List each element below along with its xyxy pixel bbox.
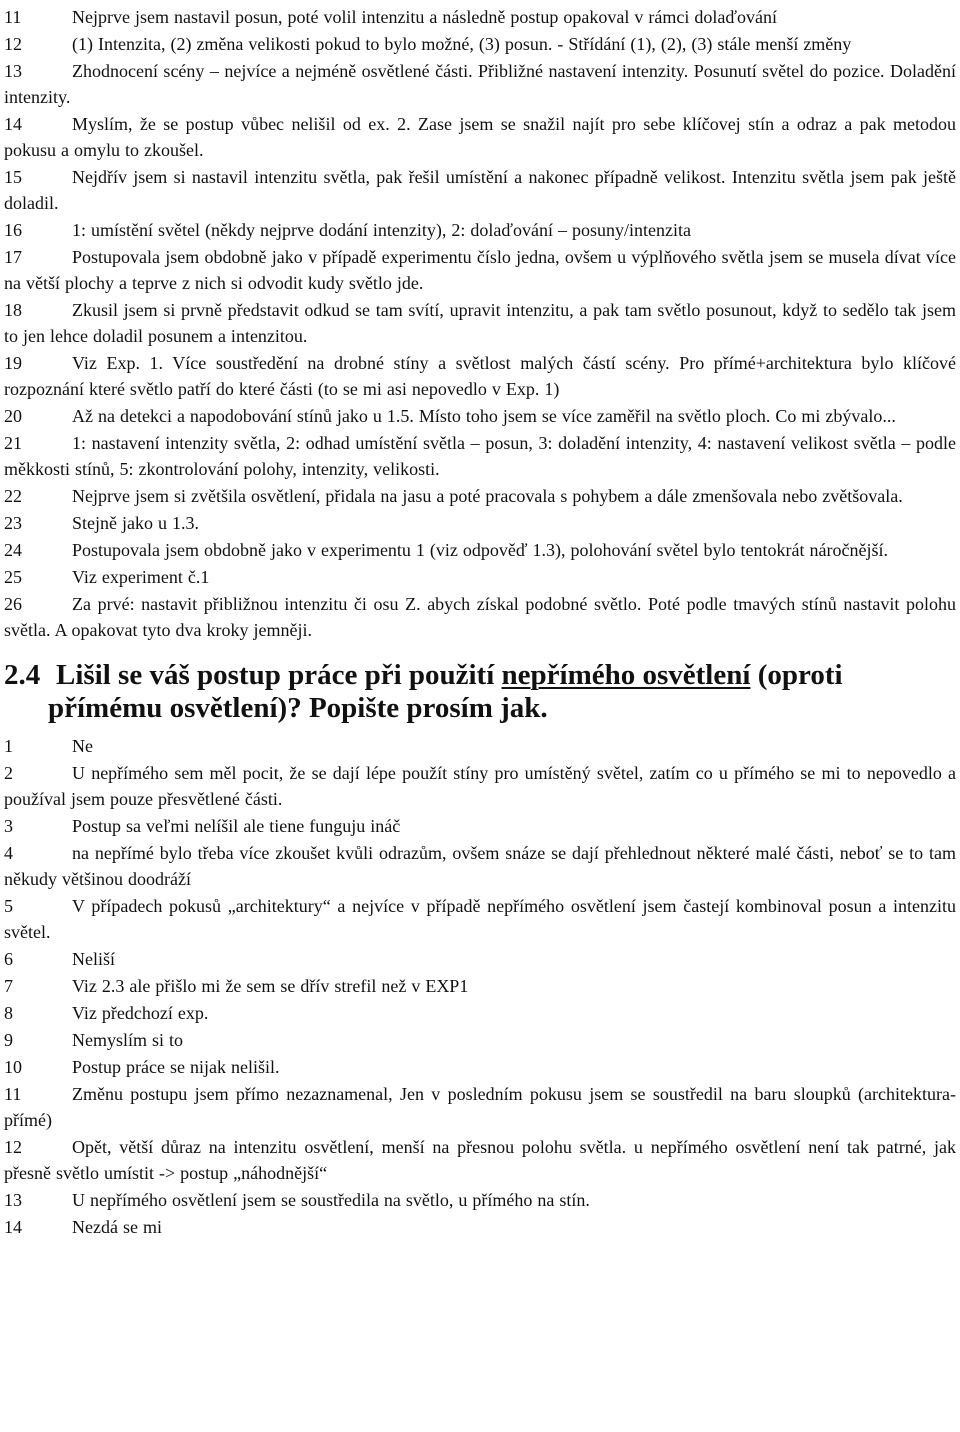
answer-item <box>4 403 956 429</box>
answer-number: 26 <box>4 594 22 614</box>
question-heading-2-4 <box>4 659 956 725</box>
answer-item <box>4 840 956 892</box>
answer-number: 8 <box>4 1003 13 1023</box>
answer-number: 18 <box>4 300 22 320</box>
answer-number: 25 <box>4 567 22 587</box>
answer-number: 11 <box>4 1084 22 1104</box>
answer-text: U nepřímého osvětlení jsem se soustředila na světlo, u přímého na stín. <box>72 1190 590 1210</box>
answer-text: Postupovala jsem obdobně jako v případě experimentu číslo jedna, ovšem u výplňového světla jsem se musela dívat více na větší plochy a teprve z nich si odvodit kudy světlo jde. <box>4 247 956 293</box>
answer-item <box>4 733 956 759</box>
answer-text: Postupovala jsem obdobně jako v experimentu 1 (viz odpověď 1.3), polohování světel bylo tentokrát náročnější. <box>72 540 888 560</box>
question-number: 2.4 <box>4 659 41 691</box>
answer-text: Stejně jako u 1.3. <box>72 513 199 533</box>
answer-text: Viz 2.3 ale přišlo mi že sem se dřív strefil než v EXP1 <box>72 976 469 996</box>
answer-text: Nemyslím si to <box>72 1030 184 1050</box>
answer-text: Neliší <box>72 949 115 969</box>
answer-text: Až na detekci a napodobování stínů jako u 1.5. Místo toho jsem se více zaměřil na světlo ploch. Co mi zbývalo... <box>72 406 896 426</box>
answer-text: Ne <box>72 736 93 756</box>
answer-text: Nejdřív jsem si nastavil intenzitu světla, pak řešil umístění a nakonec případně velikost. Intenzitu světla jsem pak ještě doladil. <box>4 167 956 213</box>
answer-text: Viz předchozí exp. <box>72 1003 209 1023</box>
answer-text: Opět, větší důraz na intenzitu osvětlení, menší na přesnou polohu světla. u nepřímého osvětlení není tak patrné, jak přesně světlo umístit -> postup „náhodnější“ <box>4 1137 956 1183</box>
answer-number: 24 <box>4 540 22 560</box>
answer-number: 5 <box>4 896 13 916</box>
answer-item <box>4 111 956 163</box>
answer-text: Zkusil jsem si prvně představit odkud se tam svítí, upravit intenzitu, a pak tam světlo posunout, když to sedělo tak jsem to jen lehce doladil posunem a intenzitou. <box>4 300 956 346</box>
question-text-end: (oproti přímému osvětlení)? Popište prosím jak. <box>48 659 843 724</box>
answer-item <box>4 244 956 296</box>
answer-text: Nejprve jsem nastavil posun, poté volil intenzitu a následně postup opakoval v rámci dolaďování <box>72 7 777 27</box>
answer-item <box>4 760 956 812</box>
answer-text: Viz Exp. 1. Více soustředění na drobné stíny a světlost malých částí scény. Pro přímé+architektura bylo klíčové rozpoznání které světlo patří do které části (to se mi asi nepovedlo v Exp. 1) <box>4 353 956 399</box>
answer-item <box>4 31 956 57</box>
answer-item <box>4 973 956 999</box>
answer-item <box>4 1214 956 1240</box>
answer-number: 10 <box>4 1057 22 1077</box>
answer-number: 13 <box>4 1190 22 1210</box>
answer-text: Nejprve jsem si zvětšila osvětlení, přidala na jasu a poté pracovala s pohybem a dále zmenšovala nebo zvětšovala. <box>72 486 903 506</box>
answer-number: 12 <box>4 34 22 54</box>
answer-number: 13 <box>4 61 22 81</box>
answer-number: 4 <box>4 843 13 863</box>
answer-number: 22 <box>4 486 22 506</box>
answer-text: Myslím, že se postup vůbec nelišil od ex. 2. Zase jsem se snažil najít pro sebe klíčovej stín a odraz a pak metodou pokusu a omylu to zkoušel. <box>4 114 956 160</box>
answer-text: na nepřímé bylo třeba více zkoušet kvůli odrazům, ovšem snáze se dají přehlednout některé malé části, neboť se to tam někudy většinou doodráží <box>4 843 956 889</box>
answer-item <box>4 946 956 972</box>
answer-number: 7 <box>4 976 13 996</box>
answer-text: Změnu postupu jsem přímo nezaznamenal, Jen v posledním pokusu jsem se soustředil na baru sloupků (architektura-přímé) <box>4 1084 956 1130</box>
answer-item <box>4 510 956 536</box>
answer-number: 20 <box>4 406 22 426</box>
question-text-underlined: nepřímého osvětlení <box>501 659 751 691</box>
answer-text: Zhodnocení scény – nejvíce a nejméně osvětlené části. Přibližné nastavení intenzity. Posunutí světel do pozice. Doladění intenzity. <box>4 61 956 107</box>
answer-number: 2 <box>4 763 13 783</box>
answer-item <box>4 58 956 110</box>
answer-item <box>4 564 956 590</box>
answer-item <box>4 1000 956 1026</box>
answer-text: U nepřímého sem měl pocit, že se dají lépe použít stíny pro umístěný světel, zatím co u přímého se mi to nepovedlo a používal jsem pouze přesvětlené části. <box>4 763 956 809</box>
answer-item <box>4 893 956 945</box>
answer-number: 23 <box>4 513 22 533</box>
answer-item <box>4 164 956 216</box>
answer-text: Postup práce se nijak nelišil. <box>72 1057 280 1077</box>
answer-item <box>4 591 956 643</box>
answers-section-2-3 <box>4 4 956 643</box>
answer-number: 14 <box>4 1217 22 1237</box>
answer-text: 1: umístění světel (někdy nejprve dodání intenzity), 2: dolaďování – posuny/intenzita <box>72 220 692 240</box>
answer-text: (1) Intenzita, (2) změna velikosti pokud to bylo možné, (3) posun. - Střídání (1), (2), (3) stále menší změny <box>72 34 852 54</box>
answer-number: 9 <box>4 1030 13 1050</box>
answer-item <box>4 813 956 839</box>
answers-section-2-4 <box>4 733 956 1240</box>
answer-text: Postup sa veľmi nelíšil ale tiene funguju ináč <box>72 816 401 836</box>
answer-text: Viz experiment č.1 <box>72 567 210 587</box>
answer-item <box>4 1081 956 1133</box>
answer-text: 1: nastavení intenzity světla, 2: odhad umístění světla – posun, 3: doladění intenzity, 4: nastavení velikost světla – podle měkkosti stínů, 5: zkontrolování polohy, intenzity, velikosti. <box>4 433 956 479</box>
answer-item <box>4 1134 956 1186</box>
answer-item <box>4 483 956 509</box>
answer-item <box>4 217 956 243</box>
answer-item <box>4 430 956 482</box>
answer-text: Nezdá se mi <box>72 1217 162 1237</box>
answer-text: Za prvé: nastavit přibližnou intenzitu či osu Z. abych získal podobné světlo. Poté podle tmavých stínů nastavit polohu světla. A opakovat tyto dva kroky jemněji. <box>4 594 956 640</box>
answer-number: 12 <box>4 1137 22 1157</box>
answer-number: 3 <box>4 816 13 836</box>
answer-number: 1 <box>4 736 13 756</box>
answer-item <box>4 1027 956 1053</box>
answer-number: 11 <box>4 7 22 27</box>
answer-number: 21 <box>4 433 22 453</box>
answer-text: V případech pokusů „architektury“ a nejvíce v případě nepřímého osvětlení jsem častejí kombinoval posun a intenzitu světel. <box>4 896 956 942</box>
answer-number: 17 <box>4 247 22 267</box>
answer-number: 15 <box>4 167 22 187</box>
question-text-start: Lišil se váš postup práce při použití <box>56 659 502 691</box>
answer-item <box>4 537 956 563</box>
answer-item <box>4 1187 956 1213</box>
answer-number: 19 <box>4 353 22 373</box>
answer-item <box>4 1054 956 1080</box>
answer-number: 6 <box>4 949 13 969</box>
answer-number: 16 <box>4 220 22 240</box>
answer-item <box>4 4 956 30</box>
answer-item <box>4 350 956 402</box>
answer-item <box>4 297 956 349</box>
answer-number: 14 <box>4 114 22 134</box>
